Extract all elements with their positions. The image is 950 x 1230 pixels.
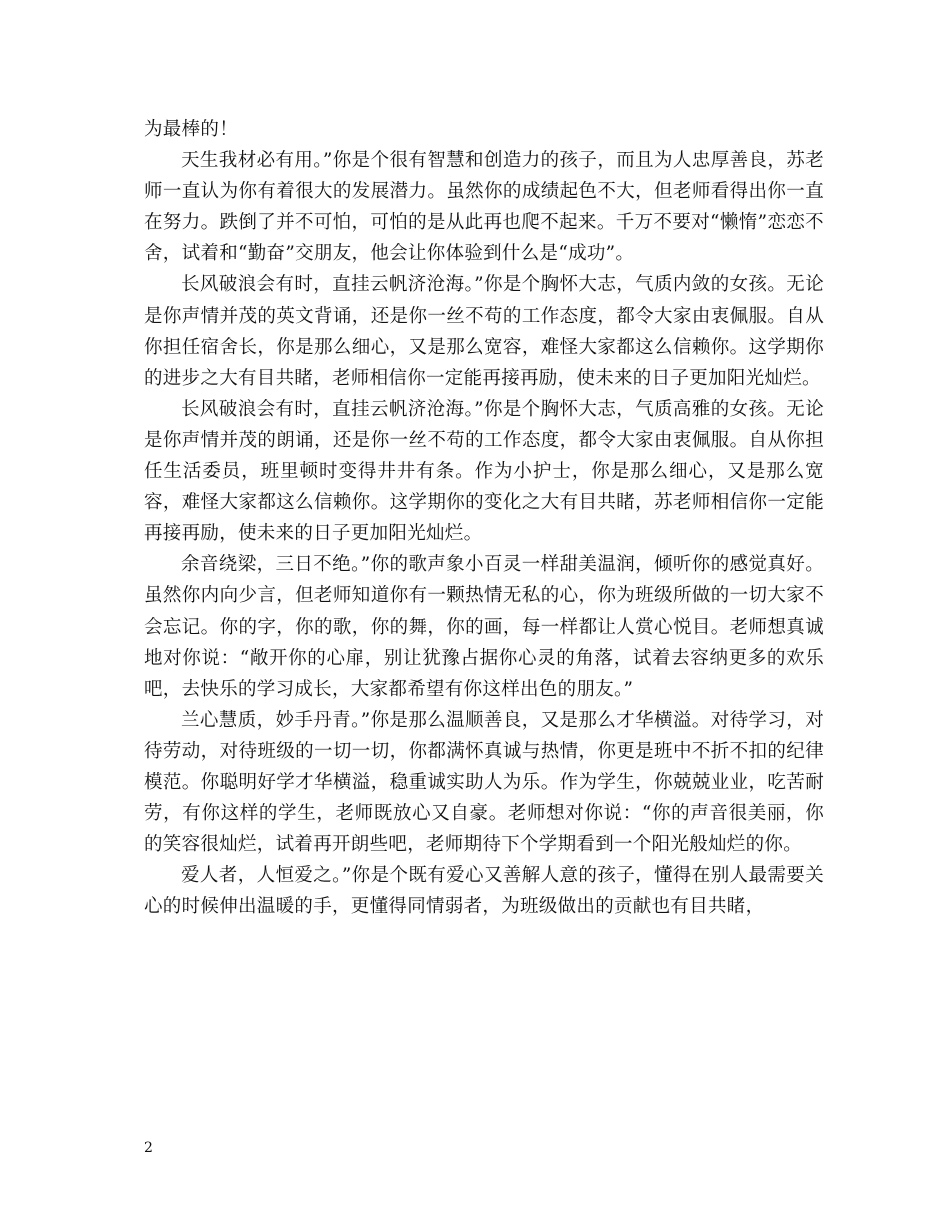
paragraph-3: 长风破浪会有时，直挂云帆济沧海。”你是个胸怀大志，气质内敛的女孩。无论是你声情并茂的英文背诵，还是你一丝不苟的工作态度，都令大家由衷佩服。自从你担任宿舍长，你是那么细心，又是那么宽容，难怪大家都这么信赖你。这学期你的进步之大有目共睹，老师相信你一定能再接再励，使未来的日子更加阳光灿烂。 [144, 274, 824, 389]
paragraph-4: 长风破浪会有时，直挂云帆济沧海。”你是个胸怀大志，气质高雅的女孩。无论是你声情并茂的朗诵，还是你一丝不苟的工作态度，都令大家由衷佩服。自从你担任生活委员，班里顿时变得井井有条。作为小护士，你是那么细心，又是那么宽容，难怪大家都这么信赖你。这学期你的变化之大有目共睹，苏老师相信你一定能再接再励，使未来的日子更加阳光灿烂。 [144, 398, 824, 545]
paragraph-2: 天生我材必有用。”你是个很有智慧和创造力的孩子，而且为人忠厚善良，苏老师一直认为你有着很大的发展潜力。虽然你的成绩起色不大，但老师看得出你一直在努力。跌倒了并不可怕，可怕的是从此再也爬不起来。千万不要对“懒惰”恋恋不舍，试着和“勤奋”交朋友，他会让你体验到什么是“成功”。 [144, 150, 824, 265]
paragraph-5: 余音绕梁，三日不绝。”你的歌声象小百灵一样甜美温润，倾听你的感觉真好。虽然你内向少言，但老师知道你有一颗热情无私的心，你为班级所做的一切大家不会忘记。你的字，你的歌，你的舞，你的画，每一样都让人赏心悦目。老师想真诚地对你说：“敞开你的心扉，别让犹豫占据你心灵的角落，试着去容纳更多的欢乐吧，去快乐的学习成长，大家都希望有你这样出色的朋友。” [144, 554, 824, 700]
paragraph-7: 爱人者，人恒爱之。”你是个既有爱心又善解人意的孩子，懂得在别人最需要关心的时候伸出温暖的手，更懂得同情弱者，为班级做出的贡献也有目共睹， [144, 865, 824, 918]
paragraph-1: 为最棒的！ [144, 119, 239, 140]
paragraph-6: 兰心慧质，妙手丹青。”你是那么温顺善良，又是那么才华横溢。对待学习，对待劳动，对待班级的一切一切，你都满怀真诚与热情，你更是班中不折不扣的纪律模范。你聪明好学才华横溢，稳重诚实助人为乐。作为学生，你兢兢业业，吃苦耐劳，有你这样的学生，老师既放心又自豪。老师想对你说：“你的声音很美丽，你的笑容很灿烂，试着再开朗些吧，老师期待下个学期看到一个阳光般灿烂的你。 [144, 709, 824, 856]
page-number: 2 [144, 1140, 153, 1156]
document-body [144, 114, 824, 922]
